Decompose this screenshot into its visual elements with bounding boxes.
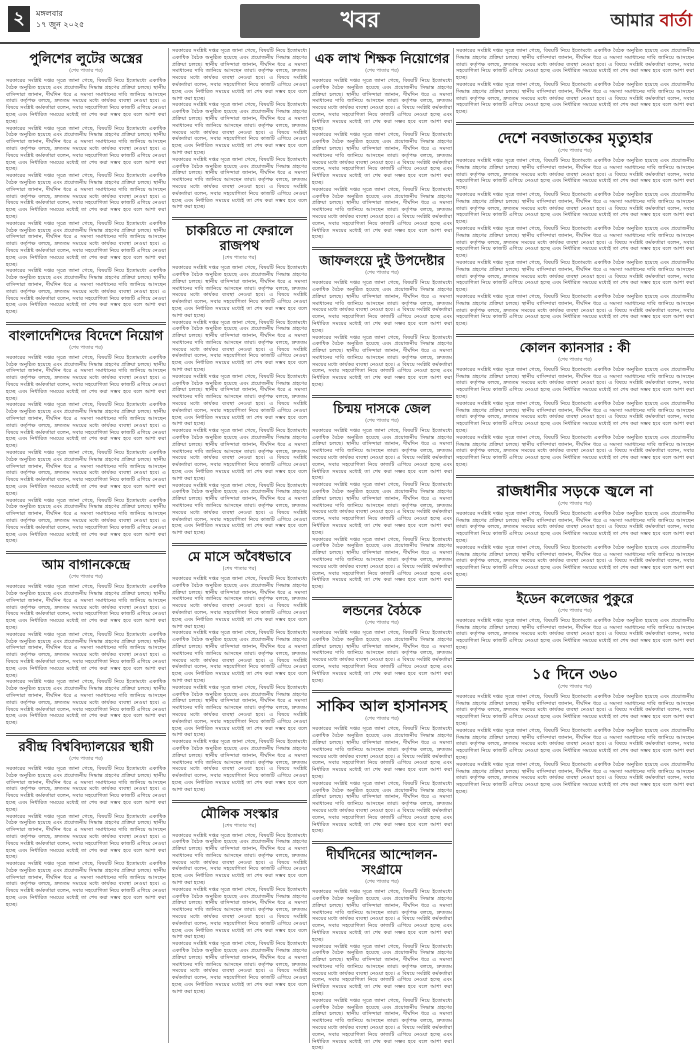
divider: [456, 585, 694, 588]
masthead-text-b: বার্তা: [659, 11, 692, 31]
headline: এক লাখ শিক্ষক নিয়োগের: [314, 52, 450, 67]
article: [172, 807, 307, 996]
headline: দীর্ঘদিনের আন্দোলন-সংগ্রামে: [326, 848, 438, 879]
article-body: সরকারের সংশ্লিষ্ট দপ্তর সূত্রে জানা গেছে, বিষয়টি নিয়ে ইতোমধ্যে একাধিক বৈঠক অনুষ্ঠিত হয়েছে এবং প্রয়োজনীয় সিদ্ধান্ত গ্রহণের প্রক্রিয়া চলছে। স্থানীয় বাসিন্দারা জানান, দীর্ঘদিন ধরে এ সমস্যা সমাধানের দাবি জানিয়ে আসছেন তারা। কর্তৃপক্ষ বলছে, দ্রুততম সময়ের মধ্যে কার্যকর ব্যবস্থা নেওয়া হবে। এ বিষয়ে সংশ্লিষ্ট কর্মকর্তারা বলেন, সবার সহযোগিতা নিয়ে কাজটি এগিয়ে নেওয়া হচ্ছে এবং নির্ধারিত সময়ের মধ্যেই তা শেষ করা সম্ভব হবে বলে আশা করা হচ্ছে।: [6, 450, 166, 497]
article: [312, 848, 452, 1052]
article-body: সরকারের সংশ্লিষ্ট দপ্তর সূত্রে জানা গেছে, বিষয়টি নিয়ে ইতোমধ্যে একাধিক বৈঠক অনুষ্ঠিত হয়েছে এবং প্রয়োজনীয় সিদ্ধান্ত গ্রহণের প্রক্রিয়া চলছে। স্থানীয় বাসিন্দারা জানান, দীর্ঘদিন ধরে এ সমস্যা সমাধানের দাবি জানিয়ে আসছেন তারা। কর্তৃপক্ষ বলছে, দ্রুততম সময়ের মধ্যে কার্যকর ব্যবস্থা নেওয়া হবে। এ বিষয়ে সংশ্লিষ্ট কর্মকর্তারা বলেন, সবার সহযোগিতা নিয়ে কাজটি এগিয়ে নেওয়া হচ্ছে এবং নির্ধারিত সময়ের মধ্যেই তা শেষ করা সম্ভব হবে বলে আশা করা হচ্ছে।: [456, 727, 694, 761]
headline: মৌলিক সংস্কার: [200, 806, 279, 822]
divider: [456, 475, 694, 478]
column-2: [172, 48, 307, 1048]
article-body: সরকারের সংশ্লিষ্ট দপ্তর সূত্রে জানা গেছে, বিষয়টি নিয়ে ইতোমধ্যে একাধিক বৈঠক অনুষ্ঠিত হয়েছে এবং প্রয়োজনীয় সিদ্ধান্ত গ্রহণের প্রক্রিয়া চলছে। স্থানীয় বাসিন্দারা জানান, দীর্ঘদিন ধরে এ সমস্যা সমাধানের দাবি জানিয়ে আসছেন তারা। কর্তৃপক্ষ বলছে, দ্রুততম সময়ের মধ্যে কার্যকর ব্যবস্থা নেওয়া হবে। এ বিষয়ে সংশ্লিষ্ট কর্মকর্তারা বলেন, সবার সহযোগিতা নিয়ে কাজটি এগিয়ে নেওয়া হচ্ছে এবং নির্ধারিত সময়ের মধ্যেই তা শেষ করা সম্ভব হবে বলে আশা করা হচ্ছে।: [456, 400, 694, 435]
divider: [312, 247, 452, 250]
article-body: সরকারের সংশ্লিষ্ট দপ্তর সূত্রে জানা গেছে, বিষয়টি নিয়ে ইতোমধ্যে একাধিক বৈঠক অনুষ্ঠিত হয়েছে এবং প্রয়োজনীয় সিদ্ধান্ত গ্রহণের প্রক্রিয়া চলছে। স্থানীয় বাসিন্দারা জানান, দীর্ঘদিন ধরে এ সমস্যা সমাধানের দাবি জানিয়ে আসছেন তারা। কর্তৃপক্ষ বলছে, দ্রুততম সময়ের মধ্যে কার্যকর ব্যবস্থা নেওয়া হবে। এ বিষয়ে সংশ্লিষ্ট কর্মকর্তারা বলেন, সবার সহযোগিতা নিয়ে কাজটি এগিয়ে নেওয়া হচ্ছে এবং নির্ধারিত সময়ের মধ্যেই তা শেষ করা সম্ভব হবে বলে আশা করা হচ্ছে।: [6, 631, 166, 679]
headline: সাকিব আল হাসানসহ: [317, 697, 447, 716]
article: [456, 129, 694, 328]
divider: [172, 543, 307, 546]
article-body: সরকারের সংশ্লিষ্ট দপ্তর সূত্রে জানা গেছে, বিষয়টি নিয়ে ইতোমধ্যে একাধিক বৈঠক অনুষ্ঠিত হয়েছে এবং প্রয়োজনীয় সিদ্ধান্ত গ্রহণের প্রক্রিয়া চলছে। স্থানীয় বাসিন্দারা জানান, দীর্ঘদিন ধরে এ সমস্যা সমাধানের দাবি জানিয়ে আসছেন তারা। কর্তৃপক্ষ বলছে, দ্রুততম সময়ের মধ্যে কার্যকর ব্যবস্থা নেওয়া হবে। এ বিষয়ে সংশ্লিষ্ট কর্মকর্তারা বলেন, সবার সহযোগিতা নিয়ে কাজটি এগিয়ে নেওয়া হচ্ছে এবং নির্ধারিত সময়ের মধ্যেই তা শেষ করা সম্ভব হবে বলে আশা করা হচ্ছে।: [6, 497, 166, 545]
article: [312, 254, 452, 389]
headline: রাজধানীর সড়কে জ্বলে না: [496, 481, 654, 500]
article: [312, 402, 452, 591]
headline: চিন্ময় দাসকে জেল: [333, 401, 431, 417]
article-body: সরকারের সংশ্লিষ্ট দপ্তর সূত্রে জানা গেছে, বিষয়টি নিয়ে ইতোমধ্যে একাধিক বৈঠক অনুষ্ঠিত হয়েছে এবং প্রয়োজনীয় সিদ্ধান্ত গ্রহণের প্রক্রিয়া চলছে। স্থানীয় বাসিন্দারা জানান, দীর্ঘদিন ধরে এ সমস্যা সমাধানের দাবি জানিয়ে আসছেন তারা। কর্তৃপক্ষ বলছে, দ্রুততম সময়ের মধ্যে কার্যকর ব্যবস্থা নেওয়া হবে। এ বিষয়ে সংশ্লিষ্ট কর্মকর্তারা বলেন, সবার সহযোগিতা নিয়ে কাজটি এগিয়ে নেওয়া হচ্ছে এবং নির্ধারিত সময়ের মধ্যেই তা শেষ করা সম্ভব হবে বলে আশা করা হচ্ছে।: [172, 576, 307, 630]
article: [6, 558, 166, 727]
article-body: সরকারের সংশ্লিষ্ট দপ্তর সূত্রে জানা গেছে, বিষয়টি নিয়ে ইতোমধ্যে একাধিক বৈঠক অনুষ্ঠিত হয়েছে এবং প্রয়োজনীয় সিদ্ধান্ত গ্রহণের প্রক্রিয়া চলছে। স্থানীয় বাসিন্দারা জানান, দীর্ঘদিন ধরে এ সমস্যা সমাধানের দাবি জানিয়ে আসছেন তারা। কর্তৃপক্ষ বলছে, দ্রুততম সময়ের মধ্যে কার্যকর ব্যবস্থা নেওয়া হবে। এ বিষয়ে সংশ্লিষ্ট কর্মকর্তারা বলেন, সবার সহযোগিতা নিয়ে কাজটি এগিয়ে নেওয়া হচ্ছে এবং নির্ধারিত সময়ের মধ্যেই তা শেষ করা সম্ভব হবে বলে আশা করা হচ্ছে।: [172, 941, 307, 995]
headline: ইডেন কলেজের পুকুরে: [516, 591, 634, 607]
article-body: সরকারের সংশ্লিষ্ট দপ্তর সূত্রে জানা গেছে, বিষয়টি নিয়ে ইতোমধ্যে একাধিক বৈঠক অনুষ্ঠিত হয়েছে এবং প্রয়োজনীয় সিদ্ধান্ত গ্রহণের প্রক্রিয়া চলছে। স্থানীয় বাসিন্দারা জানান, দীর্ঘদিন ধরে এ সমস্যা সমাধানের দাবি জানিয়ে আসছেন তারা। কর্তৃপক্ষ বলছে, দ্রুততম সময়ের মধ্যে কার্যকর ব্যবস্থা নেওয়া হবে। এ বিষয়ে সংশ্লিষ্ট কর্মকর্তারা বলেন, সবার সহযোগিতা নিয়ে কাজটি এগিয়ে নেওয়া হচ্ছে এবং নির্ধারিত সময়ের মধ্যেই তা শেষ করা সম্ভব হবে বলে আশা করা হচ্ছে।: [312, 186, 452, 241]
article: [456, 482, 694, 579]
headline: কোলন ক্যানসার : কী: [519, 340, 631, 356]
article-body: সরকারের সংশ্লিষ্ট দপ্তর সূত্রে জানা গেছে, বিষয়টি নিয়ে ইতোমধ্যে একাধিক বৈঠক অনুষ্ঠিত হয়েছে এবং প্রয়োজনীয় সিদ্ধান্ত গ্রহণের প্রক্রিয়া চলছে। স্থানীয় বাসিন্দারা জানান, দীর্ঘদিন ধরে এ সমস্যা সমাধানের দাবি জানিয়ে আসছেন তারা। কর্তৃপক্ষ বলছে, দ্রুততম সময়ের মধ্যে কার্যকর ব্যবস্থা নেওয়া হবে। এ বিষয়ে সংশ্লিষ্ট কর্মকর্তারা বলেন, সবার সহযোগিতা নিয়ে কাজটি এগিয়ে নেওয়া হচ্ছে এবং নির্ধারিত সময়ের মধ্যেই তা শেষ করা সম্ভব হবে বলে আশা করা হচ্ছে।: [172, 373, 307, 428]
masthead-logo: [610, 8, 692, 36]
headline: মে মাসে অবৈধভাবে: [187, 550, 292, 565]
article-body: সরকারের সংশ্লিষ্ট দপ্তর সূত্রে জানা গেছে, বিষয়টি নিয়ে ইতোমধ্যে একাধিক বৈঠক অনুষ্ঠিত হয়েছে এবং প্রয়োজনীয় সিদ্ধান্ত গ্রহণের প্রক্রিয়া চলছে। স্থানীয় বাসিন্দারা জানান, দীর্ঘদিন ধরে এ সমস্যা সমাধানের দাবি জানিয়ে আসছেন তারা। কর্তৃপক্ষ বলছে, দ্রুততম সময়ের মধ্যে কার্যকর ব্যবস্থা নেওয়া হবে। এ বিষয়ে সংশ্লিষ্ট কর্মকর্তারা বলেন, সবার সহযোগিতা নিয়ে কাজটি এগিয়ে নেওয়া হচ্ছে এবং নির্ধারিত সময়ের মধ্যেই তা শেষ করা সম্ভব হবে বলে আশা করা হচ্ছে।: [172, 428, 307, 482]
article: [172, 224, 307, 537]
article-body: সরকারের সংশ্লিষ্ট দপ্তর সূত্রে জানা গেছে, বিষয়টি নিয়ে ইতোমধ্যে একাধিক বৈঠক অনুষ্ঠিত হয়েছে এবং প্রয়োজনীয় সিদ্ধান্ত গ্রহণের প্রক্রিয়া চলছে। স্থানীয় বাসিন্দারা জানান, দীর্ঘদিন ধরে এ সমস্যা সমাধানের দাবি জানিয়ে আসছেন তারা। কর্তৃপক্ষ বলছে, দ্রুততম সময়ের মধ্যে কার্যকর ব্যবস্থা নেওয়া হবে। এ বিষয়ে সংশ্লিষ্ট কর্মকর্তারা বলেন, সবার সহযোগিতা নিয়ে কাজটি এগিয়ে নেওয়া হচ্ছে এবং নির্ধারিত সময়ের মধ্যেই তা শেষ করা সম্ভব হবে বলে আশা করা হচ্ছে।: [6, 584, 166, 631]
continued-label: (শেষ পাতার পর): [69, 574, 103, 581]
continued-label: (শেষ পাতার পর): [365, 716, 399, 723]
continued-label: (শেষ পাতার পর): [365, 620, 399, 626]
divider: [172, 217, 307, 220]
article-body: সরকারের সংশ্লিষ্ট দপ্তর সূত্রে জানা গেছে, বিষয়টি নিয়ে ইতোমধ্যে একাধিক বৈঠক অনুষ্ঠিত হয়েছে এবং প্রয়োজনীয় সিদ্ধান্ত গ্রহণের প্রক্রিয়া চলছে। স্থানীয় বাসিন্দারা জানান, দীর্ঘদিন ধরে এ সমস্যা সমাধানের দাবি জানিয়ে আসছেন তারা। কর্তৃপক্ষ বলছে, দ্রুততম সময়ের মধ্যে কার্যকর ব্যবস্থা নেওয়া হবে। এ বিষয়ে সংশ্লিষ্ট কর্মকর্তারা বলেন, সবার সহযোগিতা নিয়ে কাজটি এগিয়ে নেওয়া হচ্ছে এবং নির্ধারিত সময়ের মধ্যেই তা শেষ করা সম্ভব হবে বলে আশা করা হচ্ছে।: [456, 693, 694, 727]
article-body: সরকারের সংশ্লিষ্ট দপ্তর সূত্রে জানা গেছে, বিষয়টি নিয়ে ইতোমধ্যে একাধিক বৈঠক অনুষ্ঠিত হয়েছে এবং প্রয়োজনীয় সিদ্ধান্ত গ্রহণের প্রক্রিয়া চলছে। স্থানীয় বাসিন্দারা জানান, দীর্ঘদিন ধরে এ সমস্যা সমাধানের দাবি জানিয়ে আসছেন তারা। কর্তৃপক্ষ বলছে, দ্রুততম সময়ের মধ্যে কার্যকর ব্যবস্থা নেওয়া হবে। এ বিষয়ে সংশ্লিষ্ট কর্মকর্তারা বলেন, সবার সহযোগিতা নিয়ে কাজটি এগিয়ে নেওয়া হচ্ছে এবং নির্ধারিত সময়ের মধ্যেই তা শেষ করা সম্ভব হবে বলে আশা করা হচ্ছে।: [6, 679, 166, 727]
column-divider: [309, 48, 310, 1043]
article: [172, 48, 307, 211]
divider: [312, 841, 452, 844]
continued-label: (শেষ পাতার পর): [365, 879, 399, 886]
article-body: সরকারের সংশ্লিষ্ট দপ্তর সূত্রে জানা গেছে, বিষয়টি নিয়ে ইতোমধ্যে একাধিক বৈঠক অনুষ্ঠিত হয়েছে এবং প্রয়োজনীয় সিদ্ধান্ত গ্রহণের প্রক্রিয়া চলছে। স্থানীয় বাসিন্দারা জানান, দীর্ঘদিন ধরে এ সমস্যা সমাধানের দাবি জানিয়ে আসছেন তারা। কর্তৃপক্ষ বলছে, দ্রুততম সময়ের মধ্যে কার্যকর ব্যবস্থা নেওয়া হবে। এ বিষয়ে সংশ্লিষ্ট কর্মকর্তারা বলেন, সবার সহযোগিতা নিয়ে কাজটি এগিয়ে নেওয়া হচ্ছে এবং নির্ধারিত সময়ের মধ্যেই তা শেষ করা সম্ভব হবে বলে আশা করা হচ্ছে।: [172, 739, 307, 793]
article-body: সরকারের সংশ্লিষ্ট দপ্তর সূত্রে জানা গেছে, বিষয়টি নিয়ে ইতোমধ্যে একাধিক বৈঠক অনুষ্ঠিত হয়েছে এবং প্রয়োজনীয় সিদ্ধান্ত গ্রহণের প্রক্রিয়া চলছে। স্থানীয় বাসিন্দারা জানান, দীর্ঘদিন ধরে এ সমস্যা সমাধানের দাবি জানিয়ে আসছেন তারা। কর্তৃপক্ষ বলছে, দ্রুততম সময়ের মধ্যে কার্যকর ব্যবস্থা নেওয়া হবে। এ বিষয়ে সংশ্লিষ্ট কর্মকর্তারা বলেন, সবার সহযোগিতা নিয়ে কাজটি এগিয়ে নেওয়া হচ্ছে এবং নির্ধারিত সময়ের মধ্যেই তা শেষ করা সম্ভব হবে বলে আশা করা হচ্ছে।: [312, 334, 452, 389]
article: [456, 592, 694, 652]
article: [456, 341, 694, 469]
article-body: সরকারের সংশ্লিষ্ট দপ্তর সূত্রে জানা গেছে, বিষয়টি নিয়ে ইতোমধ্যে একাধিক বৈঠক অনুষ্ঠিত হয়েছে এবং প্রয়োজনীয় সিদ্ধান্ত গ্রহণের প্রক্রিয়া চলছে। স্থানীয় বাসিন্দারা জানান, দীর্ঘদিন ধরে এ সমস্যা সমাধানের দাবি জানিয়ে আসছেন তারা। কর্তৃপক্ষ বলছে, দ্রুততম সময়ের মধ্যে কার্যকর ব্যবস্থা নেওয়া হবে। এ বিষয়ে সংশ্লিষ্ট কর্মকর্তারা বলেন, সবার সহযোগিতা নিয়ে কাজটি এগিয়ে নেওয়া হচ্ছে এবং নির্ধারিত সময়ের মধ্যেই তা শেষ করা সম্ভব হবে বলে আশা করা হচ্ছে।: [456, 293, 694, 328]
article-body: সরকারের সংশ্লিষ্ট দপ্তর সূত্রে জানা গেছে, বিষয়টি নিয়ে ইতোমধ্যে একাধিক বৈঠক অনুষ্ঠিত হয়েছে এবং প্রয়োজনীয় সিদ্ধান্ত গ্রহণের প্রক্রিয়া চলছে। স্থানীয় বাসিন্দারা জানান, দীর্ঘদিন ধরে এ সমস্যা সমাধানের দাবি জানিয়ে আসছেন তারা। কর্তৃপক্ষ বলছে, দ্রুততম সময়ের মধ্যে কার্যকর ব্যবস্থা নেওয়া হবে। এ বিষয়ে সংশ্লিষ্ট কর্মকর্তারা বলেন, সবার সহযোগিতা নিয়ে কাজটি এগিয়ে নেওয়া হচ্ছে এবং নির্ধারিত সময়ের মধ্যেই তা শেষ করা সম্ভব হবে বলে আশা করা হচ্ছে।: [6, 354, 166, 402]
continued-label: (শেষ পাতার পর): [69, 755, 103, 762]
column-divider: [453, 48, 454, 1043]
article: [312, 604, 452, 684]
article-body: সরকারের সংশ্লিষ্ট দপ্তর সূত্রে জানা গেছে, বিষয়টি নিয়ে ইতোমধ্যে একাধিক বৈঠক অনুষ্ঠিত হয়েছে এবং প্রয়োজনীয় সিদ্ধান্ত গ্রহণের প্রক্রিয়া চলছে। স্থানীয় বাসিন্দারা জানান, দীর্ঘদিন ধরে এ সমস্যা সমাধানের দাবি জানিয়ে আসছেন তারা। কর্তৃপক্ষ বলছে, দ্রুততম সময়ের মধ্যে কার্যকর ব্যবস্থা নেওয়া হবে। এ বিষয়ে সংশ্লিষ্ট কর্মকর্তারা বলেন, সবার সহযোগিতা নিয়ে কাজটি এগিয়ে নেওয়া হচ্ছে এবং নির্ধারিত সময়ের মধ্যেই তা শেষ করা সম্ভব হবে বলে আশা করা হচ্ছে।: [456, 510, 694, 545]
article-body: সরকারের সংশ্লিষ্ট দপ্তর সূত্রে জানা গেছে, বিষয়টি নিয়ে ইতোমধ্যে একাধিক বৈঠক অনুষ্ঠিত হয়েছে এবং প্রয়োজনীয় সিদ্ধান্ত গ্রহণের প্রক্রিয়া চলছে। স্থানীয় বাসিন্দারা জানান, দীর্ঘদিন ধরে এ সমস্যা সমাধানের দাবি জানিয়ে আসছেন তারা। কর্তৃপক্ষ বলছে, দ্রুততম সময়ের মধ্যে কার্যকর ব্যবস্থা নেওয়া হবে। এ বিষয়ে সংশ্লিষ্ট কর্মকর্তারা বলেন, সবার সহযোগিতা নিয়ে কাজটি এগিয়ে নেওয়া হচ্ছে এবং নির্ধারিত সময়ের মধ্যেই তা শেষ করা সম্ভব হবে বলে আশা করা হচ্ছে।: [312, 536, 452, 591]
article-body: সরকারের সংশ্লিষ্ট দপ্তর সূত্রে জানা গেছে, বিষয়টি নিয়ে ইতোমধ্যে একাধিক বৈঠক অনুষ্ঠিত হয়েছে এবং প্রয়োজনীয় সিদ্ধান্ত গ্রহণের প্রক্রিয়া চলছে। স্থানীয় বাসিন্দারা জানান, দীর্ঘদিন ধরে এ সমস্যা সমাধানের দাবি জানিয়ে আসছেন তারা। কর্তৃপক্ষ বলছে, দ্রুততম সময়ের মধ্যে কার্যকর ব্যবস্থা নেওয়া হবে। এ বিষয়ে সংশ্লিষ্ট কর্মকর্তারা বলেন, সবার সহযোগিতা নিয়ে কাজটি এগিয়ে নেওয়া হচ্ছে এবং নির্ধারিত সময়ের মধ্যেই তা শেষ করা সম্ভব হবে বলে আশা করা হচ্ছে।: [6, 78, 166, 125]
article: [456, 665, 694, 796]
column-1: [6, 48, 166, 1048]
divider: [312, 597, 452, 600]
headline: বাংলাদেশিদের বিদেশে নিয়োগ: [8, 328, 164, 344]
continued-label: (শেষ পাতার পর): [365, 270, 399, 277]
divider: [312, 690, 452, 693]
continued-label: (শেষ পাতার পর): [69, 344, 103, 351]
article-body: সরকারের সংশ্লিষ্ট দপ্তর সূত্রে জানা গেছে, বিষয়টি নিয়ে ইতোমধ্যে একাধিক বৈঠক অনুষ্ঠিত হয়েছে এবং প্রয়োজনীয় সিদ্ধান্ত গ্রহণের প্রক্রিয়া চলছে। স্থানীয় বাসিন্দারা জানান, দীর্ঘদিন ধরে এ সমস্যা সমাধানের দাবি জানিয়ে আসছেন তারা। কর্তৃপক্ষ বলছে, দ্রুততম সময়ের মধ্যে কার্যকর ব্যবস্থা নেওয়া হবে। এ বিষয়ে সংশ্লিষ্ট কর্মকর্তারা বলেন, সবার সহযোগিতা নিয়ে কাজটি এগিয়ে নেওয়া হচ্ছে এবং নির্ধারিত সময়ের মধ্যেই তা শেষ করা সম্ভব হবে বলে আশা করা হচ্ছে।: [172, 684, 307, 739]
headline: ১৫ দিনে ৩৬০: [531, 664, 619, 683]
date-label: ১৭ জুন ২০২৫: [36, 20, 85, 29]
headline: লন্ডনের বৈঠকে: [342, 604, 422, 619]
article: [6, 52, 166, 316]
masthead-text-a: আমার: [610, 11, 654, 31]
article-body: সরকারের সংশ্লিষ্ট দপ্তর সূত্রে জানা গেছে, বিষয়টি নিয়ে ইতোমধ্যে একাধিক বৈঠক অনুষ্ঠিত হয়েছে এবং প্রয়োজনীয় সিদ্ধান্ত গ্রহণের প্রক্রিয়া চলছে। স্থানীয় বাসিন্দারা জানান, দীর্ঘদিন ধরে এ সমস্যা সমাধানের দাবি জানিয়ে আসছেন তারা। কর্তৃপক্ষ বলছে, দ্রুততম সময়ের মধ্যে কার্যকর ব্যবস্থা নেওয়া হবে। এ বিষয়ে সংশ্লিষ্ট কর্মকর্তারা বলেন, সবার সহযোগিতা নিয়ে কাজটি এগিয়ে নেওয়া হচ্ছে এবং নির্ধারিত সময়ের মধ্যেই তা শেষ করা সম্ভব হবে বলে আশা করা হচ্ছে।: [312, 889, 452, 943]
continued-label: (শেষ পাতার পর): [222, 255, 257, 262]
article-body: সরকারের সংশ্লিষ্ট দপ্তর সূত্রে জানা গেছে, বিষয়টি নিয়ে ইতোমধ্যে একাধিক বৈঠক অনুষ্ঠিত হয়েছে এবং প্রয়োজনীয় সিদ্ধান্ত গ্রহণের প্রক্রিয়া চলছে। স্থানীয় বাসিন্দারা জানান, দীর্ঘদিন ধরে এ সমস্যা সমাধানের দাবি জানিয়ে আসছেন তারা। কর্তৃপক্ষ বলছে, দ্রুততম সময়ের মধ্যে কার্যকর ব্যবস্থা নেওয়া হবে। এ বিষয়ে সংশ্লিষ্ট কর্মকর্তারা বলেন, সবার সহযোগিতা নিয়ে কাজটি এগিয়ে নেওয়া হচ্ছে এবং নির্ধারিত সময়ের মধ্যেই তা শেষ করা সম্ভব হবে বলে আশা করা হচ্ছে।: [312, 427, 452, 482]
continued-label: (শেষ পাতার পর): [558, 500, 592, 507]
article-body: সরকারের সংশ্লিষ্ট দপ্তর সূত্রে জানা গেছে, বিষয়টি নিয়ে ইতোমধ্যে একাধিক বৈঠক অনুষ্ঠিত হয়েছে এবং প্রয়োজনীয় সিদ্ধান্ত গ্রহণের প্রক্রিয়া চলছে। স্থানীয় বাসিন্দারা জানান, দীর্ঘদিন ধরে এ সমস্যা সমাধানের দাবি জানিয়ে আসছেন তারা। কর্তৃপক্ষ বলছে, দ্রুততম সময়ের মধ্যে কার্যকর ব্যবস্থা নেওয়া হবে। এ বিষয়ে সংশ্লিষ্ট কর্মকর্তারা বলেন, সবার সহযোগিতা নিয়ে কাজটি এগিয়ে নেওয়া হচ্ছে এবং নির্ধারিত সময়ের মধ্যেই তা শেষ করা সম্ভব হবে বলে আশা করা হচ্ছে।: [456, 191, 694, 226]
divider: [456, 658, 694, 661]
article-body: সরকারের সংশ্লিষ্ট দপ্তর সূত্রে জানা গেছে, বিষয়টি নিয়ে ইতোমধ্যে একাধিক বৈঠক অনুষ্ঠিত হয়েছে এবং প্রয়োজনীয় সিদ্ধান্ত গ্রহণের প্রক্রিয়া চলছে। স্থানীয় বাসিন্দারা জানান, দীর্ঘদিন ধরে এ সমস্যা সমাধানের দাবি জানিয়ে আসছেন তারা। কর্তৃপক্ষ বলছে, দ্রুততম সময়ের মধ্যে কার্যকর ব্যবস্থা নেওয়া হবে। এ বিষয়ে সংশ্লিষ্ট কর্মকর্তারা বলেন, সবার সহযোগিতা নিয়ে কাজটি এগিয়ে নেওয়া হচ্ছে এবং নির্ধারিত সময়ের মধ্যেই তা শেষ করা সম্ভব হবে বলে আশা করা হচ্ছে।: [6, 268, 166, 316]
divider: [456, 334, 694, 337]
article-body: সরকারের সংশ্লিষ্ট দপ্তর সূত্রে জানা গেছে, বিষয়টি নিয়ে ইতোমধ্যে একাধিক বৈঠক অনুষ্ঠিত হয়েছে এবং প্রয়োজনীয় সিদ্ধান্ত গ্রহণের প্রক্রিয়া চলছে। স্থানীয় বাসিন্দারা জানান, দীর্ঘদিন ধরে এ সমস্যা সমাধানের দাবি জানিয়ে আসছেন তারা। কর্তৃপক্ষ বলছে, দ্রুততম সময়ের মধ্যে কার্যকর ব্যবস্থা নেওয়া হবে। এ বিষয়ে সংশ্লিষ্ট কর্মকর্তারা বলেন, সবার সহযোগিতা নিয়ে কাজটি এগিয়ে নেওয়া হচ্ছে এবং নির্ধারিত সময়ের মধ্যেই তা শেষ করা সম্ভব হবে বলে আশা করা হচ্ছে।: [172, 265, 307, 319]
divider: [456, 122, 694, 125]
page-header: [0, 0, 700, 44]
continued-label: (শেষ পাতার পর): [222, 566, 257, 572]
article-body: সরকারের সংশ্লিষ্ট দপ্তর সূত্রে জানা গেছে, বিষয়টি নিয়ে ইতোমধ্যে একাধিক বৈঠক অনুষ্ঠিত হয়েছে এবং প্রয়োজনীয় সিদ্ধান্ত গ্রহণের প্রক্রিয়া চলছে। স্থানীয় বাসিন্দারা জানান, দীর্ঘদিন ধরে এ সমস্যা সমাধানের দাবি জানিয়ে আসছেন তারা। কর্তৃপক্ষ বলছে, দ্রুততম সময়ের মধ্যে কার্যকর ব্যবস্থা নেওয়া হবে। এ বিষয়ে সংশ্লিষ্ট কর্মকর্তারা বলেন, সবার সহযোগিতা নিয়ে কাজটি এগিয়ে নেওয়া হচ্ছে এবং নির্ধারিত সময়ের মধ্যেই তা শেষ করা সম্ভব হবে বলে আশা করা হচ্ছে।: [6, 765, 166, 813]
article-body: সরকারের সংশ্লিষ্ট দপ্তর সূত্রে জানা গেছে, বিষয়টি নিয়ে ইতোমধ্যে একাধিক বৈঠক অনুষ্ঠিত হয়েছে এবং প্রয়োজনীয় সিদ্ধান্ত গ্রহণের প্রক্রিয়া চলছে। স্থানীয় বাসিন্দারা জানান, দীর্ঘদিন ধরে এ সমস্যা সমাধানের দাবি জানিয়ে আসছেন তারা। কর্তৃপক্ষ বলছে, দ্রুততম সময়ের মধ্যে কার্যকর ব্যবস্থা নেওয়া হবে। এ বিষয়ে সংশ্লিষ্ট কর্মকর্তারা বলেন, সবার সহযোগিতা নিয়ে কাজটি এগিয়ে নেওয়া হচ্ছে এবং নির্ধারিত সময়ের মধ্যেই তা শেষ করা সম্ভব হবে বলে আশা করা হচ্ছে।: [172, 102, 307, 156]
divider: [172, 800, 307, 803]
article-body: সরকারের সংশ্লিষ্ট দপ্তর সূত্রে জানা গেছে, বিষয়টি নিয়ে ইতোমধ্যে একাধিক বৈঠক অনুষ্ঠিত হয়েছে এবং প্রয়োজনীয় সিদ্ধান্ত গ্রহণের প্রক্রিয়া চলছে। স্থানীয় বাসিন্দারা জানান, দীর্ঘদিন ধরে এ সমস্যা সমাধানের দাবি জানিয়ে আসছেন তারা। কর্তৃপক্ষ বলছে, দ্রুততম সময়ের মধ্যে কার্যকর ব্যবস্থা নেওয়া হবে। এ বিষয়ে সংশ্লিষ্ট কর্মকর্তারা বলেন, সবার সহযোগিতা নিয়ে কাজটি এগিয়ে নেওয়া হচ্ছে এবং নির্ধারিত সময়ের মধ্যেই তা শেষ করা সম্ভব হবে বলে আশা করা হচ্ছে।: [456, 617, 694, 651]
article: [312, 697, 452, 835]
page-number: ২: [8, 6, 30, 32]
article-body: সরকারের সংশ্লিষ্ট দপ্তর সূত্রে জানা গেছে, বিষয়টি নিয়ে ইতোমধ্যে একাধিক বৈঠক অনুষ্ঠিত হয়েছে এবং প্রয়োজনীয় সিদ্ধান্ত গ্রহণের প্রক্রিয়া চলছে। স্থানীয় বাসিন্দারা জানান, দীর্ঘদিন ধরে এ সমস্যা সমাধানের দাবি জানিয়ে আসছেন তারা। কর্তৃপক্ষ বলছে, দ্রুততম সময়ের মধ্যে কার্যকর ব্যবস্থা নেওয়া হবে। এ বিষয়ে সংশ্লিষ্ট কর্মকর্তারা বলেন, সবার সহযোগিতা নিয়ে কাজটি এগিয়ে নেওয়া হচ্ছে এবং নির্ধারিত সময়ের মধ্যেই তা শেষ করা সম্ভব হবে বলে আশা করা হচ্ছে।: [312, 630, 452, 684]
continued-label: (শেষ পাতার পর): [222, 822, 257, 829]
section-title: খবর: [240, 4, 480, 38]
article-body: সরকারের সংশ্লিষ্ট দপ্তর সূত্রে জানা গেছে, বিষয়টি নিয়ে ইতোমধ্যে একাধিক বৈঠক অনুষ্ঠিত হয়েছে এবং প্রয়োজনীয় সিদ্ধান্ত গ্রহণের প্রক্রিয়া চলছে। স্থানীয় বাসিন্দারা জানান, দীর্ঘদিন ধরে এ সমস্যা সমাধানের দাবি জানিয়ে আসছেন তারা। কর্তৃপক্ষ বলছে, দ্রুততম সময়ের মধ্যে কার্যকর ব্যবস্থা নেওয়া হবে। এ বিষয়ে সংশ্লিষ্ট কর্মকর্তারা বলেন, সবার সহযোগিতা নিয়ে কাজটি এগিয়ে নেওয়া হচ্ছে এবং নির্ধারিত সময়ের মধ্যেই তা শেষ করা সম্ভব হবে বলে আশা করা হচ্ছে।: [456, 761, 694, 795]
headline: আম বাগানকেন্দ্রে: [41, 558, 131, 574]
article-body: সরকারের সংশ্লিষ্ট দপ্তর সূত্রে জানা গেছে, বিষয়টি নিয়ে ইতোমধ্যে একাধিক বৈঠক অনুষ্ঠিত হয়েছে এবং প্রয়োজনীয় সিদ্ধান্ত গ্রহণের প্রক্রিয়া চলছে। স্থানীয় বাসিন্দারা জানান, দীর্ঘদিন ধরে এ সমস্যা সমাধানের দাবি জানিয়ে আসছেন তারা। কর্তৃপক্ষ বলছে, দ্রুততম সময়ের মধ্যে কার্যকর ব্যবস্থা নেওয়া হবে। এ বিষয়ে সংশ্লিষ্ট কর্মকর্তারা বলেন, সবার সহযোগিতা নিয়ে কাজটি এগিয়ে নেওয়া হচ্ছে এবং নির্ধারিত সময়ের মধ্যেই তা শেষ করা সম্ভব হবে বলে আশা করা হচ্ছে।: [312, 132, 452, 186]
article-body: সরকারের সংশ্লিষ্ট দপ্তর সূত্রে জানা গেছে, বিষয়টি নিয়ে ইতোমধ্যে একাধিক বৈঠক অনুষ্ঠিত হয়েছে এবং প্রয়োজনীয় সিদ্ধান্ত গ্রহণের প্রক্রিয়া চলছে। স্থানীয় বাসিন্দারা জানান, দীর্ঘদিন ধরে এ সমস্যা সমাধানের দাবি জানিয়ে আসছেন তারা। কর্তৃপক্ষ বলছে, দ্রুততম সময়ের মধ্যে কার্যকর ব্যবস্থা নেওয়া হবে। এ বিষয়ে সংশ্লিষ্ট কর্মকর্তারা বলেন, সবার সহযোগিতা নিয়ে কাজটি এগিয়ে নেওয়া হচ্ছে এবং নির্ধারিত সময়ের মধ্যেই তা শেষ করা সম্ভব হবে বলে আশা করা হচ্ছে।: [456, 48, 694, 82]
article: [6, 329, 166, 545]
article-body: সরকারের সংশ্লিষ্ট দপ্তর সূত্রে জানা গেছে, বিষয়টি নিয়ে ইতোমধ্যে একাধিক বৈঠক অনুষ্ঠিত হয়েছে এবং প্রয়োজনীয় সিদ্ধান্ত গ্রহণের প্রক্রিয়া চলছে। স্থানীয় বাসিন্দারা জানান, দীর্ঘদিন ধরে এ সমস্যা সমাধানের দাবি জানিয়ে আসছেন তারা। কর্তৃপক্ষ বলছে, দ্রুততম সময়ের মধ্যে কার্যকর ব্যবস্থা নেওয়া হবে। এ বিষয়ে সংশ্লিষ্ট কর্মকর্তারা বলেন, সবার সহযোগিতা নিয়ে কাজটি এগিয়ে নেওয়া হচ্ছে এবং নির্ধারিত সময়ের মধ্যেই তা শেষ করা সম্ভব হবে বলে আশা করা হচ্ছে।: [456, 366, 694, 401]
article: [6, 740, 166, 909]
article-body: সরকারের সংশ্লিষ্ট দপ্তর সূত্রে জানা গেছে, বিষয়টি নিয়ে ইতোমধ্যে একাধিক বৈঠক অনুষ্ঠিত হয়েছে এবং প্রয়োজনীয় সিদ্ধান্ত গ্রহণের প্রক্রিয়া চলছে। স্থানীয় বাসিন্দারা জানান, দীর্ঘদিন ধরে এ সমস্যা সমাধানের দাবি জানিয়ে আসছেন তারা। কর্তৃপক্ষ বলছে, দ্রুততম সময়ের মধ্যে কার্যকর ব্যবস্থা নেওয়া হবে। এ বিষয়ে সংশ্লিষ্ট কর্মকর্তারা বলেন, সবার সহযোগিতা নিয়ে কাজটি এগিয়ে নেওয়া হচ্ছে এবং নির্ধারিত সময়ের মধ্যেই তা শেষ করা সম্ভব হবে বলে আশা করা হচ্ছে।: [172, 319, 307, 374]
divider: [312, 395, 452, 398]
article-body: সরকারের সংশ্লিষ্ট দপ্তর সূত্রে জানা গেছে, বিষয়টি নিয়ে ইতোমধ্যে একাধিক বৈঠক অনুষ্ঠিত হয়েছে এবং প্রয়োজনীয় সিদ্ধান্ত গ্রহণের প্রক্রিয়া চলছে। স্থানীয় বাসিন্দারা জানান, দীর্ঘদিন ধরে এ সমস্যা সমাধানের দাবি জানিয়ে আসছেন তারা। কর্তৃপক্ষ বলছে, দ্রুততম সময়ের মধ্যে কার্যকর ব্যবস্থা নেওয়া হবে। এ বিষয়ে সংশ্লিষ্ট কর্মকর্তারা বলেন, সবার সহযোগিতা নিয়ে কাজটি এগিয়ে নেওয়া হচ্ছে এবং নির্ধারিত সময়ের মধ্যেই তা শেষ করা সম্ভব হবে বলে আশা করা হচ্ছে।: [172, 886, 307, 941]
article-body: সরকারের সংশ্লিষ্ট দপ্তর সূত্রে জানা গেছে, বিষয়টি নিয়ে ইতোমধ্যে একাধিক বৈঠক অনুষ্ঠিত হয়েছে এবং প্রয়োজনীয় সিদ্ধান্ত গ্রহণের প্রক্রিয়া চলছে। স্থানীয় বাসিন্দারা জানান, দীর্ঘদিন ধরে এ সমস্যা সমাধানের দাবি জানিয়ে আসছেন তারা। কর্তৃপক্ষ বলছে, দ্রুততম সময়ের মধ্যে কার্যকর ব্যবস্থা নেওয়া হবে। এ বিষয়ে সংশ্লিষ্ট কর্মকর্তারা বলেন, সবার সহযোগিতা নিয়ে কাজটি এগিয়ে নেওয়া হচ্ছে এবং নির্ধারিত সময়ের মধ্যেই তা শেষ করা সম্ভব হবে বলে আশা করা হচ্ছে।: [6, 220, 166, 268]
article-body: সরকারের সংশ্লিষ্ট দপ্তর সূত্রে জানা গেছে, বিষয়টি নিয়ে ইতোমধ্যে একাধিক বৈঠক অনুষ্ঠিত হয়েছে এবং প্রয়োজনীয় সিদ্ধান্ত গ্রহণের প্রক্রিয়া চলছে। স্থানীয় বাসিন্দারা জানান, দীর্ঘদিন ধরে এ সমস্যা সমাধানের দাবি জানিয়ে আসছেন তারা। কর্তৃপক্ষ বলছে, দ্রুততম সময়ের মধ্যে কার্যকর ব্যবস্থা নেওয়া হবে। এ বিষয়ে সংশ্লিষ্ট কর্মকর্তারা বলেন, সবার সহযোগিতা নিয়ে কাজটি এগিয়ে নেওয়া হচ্ছে এবং নির্ধারিত সময়ের মধ্যেই তা শেষ করা সম্ভব হবে বলে আশা করা হচ্ছে।: [456, 157, 694, 192]
continued-label: (শেষ পাতার পর): [558, 147, 592, 154]
headline: পুলিশের লুটের অস্ত্রের: [29, 52, 143, 67]
continued-label: (শেষ পাতার পর): [558, 607, 592, 614]
article-body: সরকারের সংশ্লিষ্ট দপ্তর সূত্রে জানা গেছে, বিষয়টি নিয়ে ইতোমধ্যে একাধিক বৈঠক অনুষ্ঠিত হয়েছে এবং প্রয়োজনীয় সিদ্ধান্ত গ্রহণের প্রক্রিয়া চলছে। স্থানীয় বাসিন্দারা জানান, দীর্ঘদিন ধরে এ সমস্যা সমাধানের দাবি জানিয়ে আসছেন তারা। কর্তৃপক্ষ বলছে, দ্রুততম সময়ের মধ্যে কার্যকর ব্যবস্থা নেওয়া হবে। এ বিষয়ে সংশ্লিষ্ট কর্মকর্তারা বলেন, সবার সহযোগিতা নিয়ে কাজটি এগিয়ে নেওয়া হচ্ছে এবং নির্ধারিত সময়ের মধ্যেই তা শেষ করা সম্ভব হবে বলে আশা করা হচ্ছে।: [172, 630, 307, 684]
article-body: সরকারের সংশ্লিষ্ট দপ্তর সূত্রে জানা গেছে, বিষয়টি নিয়ে ইতোমধ্যে একাধিক বৈঠক অনুষ্ঠিত হয়েছে এবং প্রয়োজনীয় সিদ্ধান্ত গ্রহণের প্রক্রিয়া চলছে। স্থানীয় বাসিন্দারা জানান, দীর্ঘদিন ধরে এ সমস্যা সমাধানের দাবি জানিয়ে আসছেন তারা। কর্তৃপক্ষ বলছে, দ্রুততম সময়ের মধ্যে কার্যকর ব্যবস্থা নেওয়া হবে। এ বিষয়ে সংশ্লিষ্ট কর্মকর্তারা বলেন, সবার সহযোগিতা নিয়ে কাজটি এগিয়ে নেওয়া হচ্ছে এবং নির্ধারিত সময়ের মধ্যেই তা শেষ করা সম্ভব হবে বলে আশা করা হচ্ছে।: [456, 544, 694, 579]
article-body: সরকারের সংশ্লিষ্ট দপ্তর সূত্রে জানা গেছে, বিষয়টি নিয়ে ইতোমধ্যে একাধিক বৈঠক অনুষ্ঠিত হয়েছে এবং প্রয়োজনীয় সিদ্ধান্ত গ্রহণের প্রক্রিয়া চলছে। স্থানীয় বাসিন্দারা জানান, দীর্ঘদিন ধরে এ সমস্যা সমাধানের দাবি জানিয়ে আসছেন তারা। কর্তৃপক্ষ বলছে, দ্রুততম সময়ের মধ্যে কার্যকর ব্যবস্থা নেওয়া হবে। এ বিষয়ে সংশ্লিষ্ট কর্মকর্তারা বলেন, সবার সহযোগিতা নিয়ে কাজটি এগিয়ে নেওয়া হচ্ছে এবং নির্ধারিত সময়ের মধ্যেই তা শেষ করা সম্ভব হবে বলে আশা করা হচ্ছে।: [172, 48, 307, 102]
continued-label: (শেষ পাতার পর): [69, 68, 103, 74]
article-body: সরকারের সংশ্লিষ্ট দপ্তর সূত্রে জানা গেছে, বিষয়টি নিয়ে ইতোমধ্যে একাধিক বৈঠক অনুষ্ঠিত হয়েছে এবং প্রয়োজনীয় সিদ্ধান্ত গ্রহণের প্রক্রিয়া চলছে। স্থানীয় বাসিন্দারা জানান, দীর্ঘদিন ধরে এ সমস্যা সমাধানের দাবি জানিয়ে আসছেন তারা। কর্তৃপক্ষ বলছে, দ্রুততম সময়ের মধ্যে কার্যকর ব্যবস্থা নেওয়া হবে। এ বিষয়ে সংশ্লিষ্ট কর্মকর্তারা বলেন, সবার সহযোগিতা নিয়ে কাজটি এগিয়ে নেওয়া হচ্ছে এবং নির্ধারিত সময়ের মধ্যেই তা শেষ করা সম্ভব হবে বলে আশা করা হচ্ছে।: [456, 225, 694, 260]
article-body: সরকারের সংশ্লিষ্ট দপ্তর সূত্রে জানা গেছে, বিষয়টি নিয়ে ইতোমধ্যে একাধিক বৈঠক অনুষ্ঠিত হয়েছে এবং প্রয়োজনীয় সিদ্ধান্ত গ্রহণের প্রক্রিয়া চলছে। স্থানীয় বাসিন্দারা জানান, দীর্ঘদিন ধরে এ সমস্যা সমাধানের দাবি জানিয়ে আসছেন তারা। কর্তৃপক্ষ বলছে, দ্রুততম সময়ের মধ্যে কার্যকর ব্যবস্থা নেওয়া হবে। এ বিষয়ে সংশ্লিষ্ট কর্মকর্তারা বলেন, সবার সহযোগিতা নিয়ে কাজটি এগিয়ে নেওয়া হচ্ছে এবং নির্ধারিত সময়ের মধ্যেই তা শেষ করা সম্ভব হবে বলে আশা করা হচ্ছে।: [6, 861, 166, 908]
article-body: সরকারের সংশ্লিষ্ট দপ্তর সূত্রে জানা গেছে, বিষয়টি নিয়ে ইতোমধ্যে একাধিক বৈঠক অনুষ্ঠিত হয়েছে এবং প্রয়োজনীয় সিদ্ধান্ত গ্রহণের প্রক্রিয়া চলছে। স্থানীয় বাসিন্দারা জানান, দীর্ঘদিন ধরে এ সমস্যা সমাধানের দাবি জানিয়ে আসছেন তারা। কর্তৃপক্ষ বলছে, দ্রুততম সময়ের মধ্যে কার্যকর ব্যবস্থা নেওয়া হবে। এ বিষয়ে সংশ্লিষ্ট কর্মকর্তারা বলেন, সবার সহযোগিতা নিয়ে কাজটি এগিয়ে নেওয়া হচ্ছে এবং নির্ধারিত সময়ের মধ্যেই তা শেষ করা সম্ভব হবে বলে আশা করা হচ্ছে।: [312, 482, 452, 536]
article-body: সরকারের সংশ্লিষ্ট দপ্তর সূত্রে জানা গেছে, বিষয়টি নিয়ে ইতোমধ্যে একাধিক বৈঠক অনুষ্ঠিত হয়েছে এবং প্রয়োজনীয় সিদ্ধান্ত গ্রহণের প্রক্রিয়া চলছে। স্থানীয় বাসিন্দারা জানান, দীর্ঘদিন ধরে এ সমস্যা সমাধানের দাবি জানিয়ে আসছেন তারা। কর্তৃপক্ষ বলছে, দ্রুততম সময়ের মধ্যে কার্যকর ব্যবস্থা নেওয়া হবে। এ বিষয়ে সংশ্লিষ্ট কর্মকর্তারা বলেন, সবার সহযোগিতা নিয়ে কাজটি এগিয়ে নেওয়া হচ্ছে এবং নির্ধারিত সময়ের মধ্যেই তা শেষ করা সম্ভব হবে বলে আশা করা হচ্ছে।: [456, 259, 694, 294]
column-3: [312, 48, 452, 1052]
column-4: [456, 48, 694, 1048]
article: [312, 52, 452, 241]
article-body: সরকারের সংশ্লিষ্ট দপ্তর সূত্রে জানা গেছে, বিষয়টি নিয়ে ইতোমধ্যে একাধিক বৈঠক অনুষ্ঠিত হয়েছে এবং প্রয়োজনীয় সিদ্ধান্ত গ্রহণের প্রক্রিয়া চলছে। স্থানীয় বাসিন্দারা জানান, দীর্ঘদিন ধরে এ সমস্যা সমাধানের দাবি জানিয়ে আসছেন তারা। কর্তৃপক্ষ বলছে, দ্রুততম সময়ের মধ্যে কার্যকর ব্যবস্থা নেওয়া হবে। এ বিষয়ে সংশ্লিষ্ট কর্মকর্তারা বলেন, সবার সহযোগিতা নিয়ে কাজটি এগিয়ে নেওয়া হচ্ছে এবং নির্ধারিত সময়ের মধ্যেই তা শেষ করা সম্ভব হবে বলে আশা করা হচ্ছে।: [312, 280, 452, 334]
article-body: সরকারের সংশ্লিষ্ট দপ্তর সূত্রে জানা গেছে, বিষয়টি নিয়ে ইতোমধ্যে একাধিক বৈঠক অনুষ্ঠিত হয়েছে এবং প্রয়োজনীয় সিদ্ধান্ত গ্রহণের প্রক্রিয়া চলছে। স্থানীয় বাসিন্দারা জানান, দীর্ঘদিন ধরে এ সমস্যা সমাধানের দাবি জানিয়ে আসছেন তারা। কর্তৃপক্ষ বলছে, দ্রুততম সময়ের মধ্যে কার্যকর ব্যবস্থা নেওয়া হবে। এ বিষয়ে সংশ্লিষ্ট কর্মকর্তারা বলেন, সবার সহযোগিতা নিয়ে কাজটি এগিয়ে নেওয়া হচ্ছে এবং নির্ধারিত সময়ের মধ্যেই তা শেষ করা সম্ভব হবে বলে আশা করা হচ্ছে।: [312, 780, 452, 835]
divider: [6, 551, 166, 554]
article-body: সরকারের সংশ্লিষ্ট দপ্তর সূত্রে জানা গেছে, বিষয়টি নিয়ে ইতোমধ্যে একাধিক বৈঠক অনুষ্ঠিত হয়েছে এবং প্রয়োজনীয় সিদ্ধান্ত গ্রহণের প্রক্রিয়া চলছে। স্থানীয় বাসিন্দারা জানান, দীর্ঘদিন ধরে এ সমস্যা সমাধানের দাবি জানিয়ে আসছেন তারা। কর্তৃপক্ষ বলছে, দ্রুততম সময়ের মধ্যে কার্যকর ব্যবস্থা নেওয়া হবে। এ বিষয়ে সংশ্লিষ্ট কর্মকর্তারা বলেন, সবার সহযোগিতা নিয়ে কাজটি এগিয়ে নেওয়া হচ্ছে এবং নির্ধারিত সময়ের মধ্যেই তা শেষ করা সম্ভব হবে বলে আশা করা হচ্ছে।: [6, 402, 166, 450]
continued-label: (শেষ পাতার পর): [558, 356, 592, 363]
divider: [6, 322, 166, 325]
headline: রবীন্দ্র বিশ্ববিদ্যালয়ের স্থায়ী: [18, 739, 154, 755]
article-body: সরকারের সংশ্লিষ্ট দপ্তর সূত্রে জানা গেছে, বিষয়টি নিয়ে ইতোমধ্যে একাধিক বৈঠক অনুষ্ঠিত হয়েছে এবং প্রয়োজনীয় সিদ্ধান্ত গ্রহণের প্রক্রিয়া চলছে। স্থানীয় বাসিন্দারা জানান, দীর্ঘদিন ধরে এ সমস্যা সমাধানের দাবি জানিয়ে আসছেন তারা। কর্তৃপক্ষ বলছে, দ্রুততম সময়ের মধ্যে কার্যকর ব্যবস্থা নেওয়া হবে। এ বিষয়ে সংশ্লিষ্ট কর্মকর্তারা বলেন, সবার সহযোগিতা নিয়ে কাজটি এগিয়ে নেওয়া হচ্ছে এবং নির্ধারিত সময়ের মধ্যেই তা শেষ করা সম্ভব হবে বলে আশা করা হচ্ছে।: [6, 173, 166, 220]
article-body: সরকারের সংশ্লিষ্ট দপ্তর সূত্রে জানা গেছে, বিষয়টি নিয়ে ইতোমধ্যে একাধিক বৈঠক অনুষ্ঠিত হয়েছে এবং প্রয়োজনীয় সিদ্ধান্ত গ্রহণের প্রক্রিয়া চলছে। স্থানীয় বাসিন্দারা জানান, দীর্ঘদিন ধরে এ সমস্যা সমাধানের দাবি জানিয়ে আসছেন তারা। কর্তৃপক্ষ বলছে, দ্রুততম সময়ের মধ্যে কার্যকর ব্যবস্থা নেওয়া হবে। এ বিষয়ে সংশ্লিষ্ট কর্মকর্তারা বলেন, সবার সহযোগিতা নিয়ে কাজটি এগিয়ে নেওয়া হচ্ছে এবং নির্ধারিত সময়ের মধ্যেই তা শেষ করা সম্ভব হবে বলে আশা করা হচ্ছে।: [6, 813, 166, 861]
article-body: সরকারের সংশ্লিষ্ট দপ্তর সূত্রে জানা গেছে, বিষয়টি নিয়ে ইতোমধ্যে একাধিক বৈঠক অনুষ্ঠিত হয়েছে এবং প্রয়োজনীয় সিদ্ধান্ত গ্রহণের প্রক্রিয়া চলছে। স্থানীয় বাসিন্দারা জানান, দীর্ঘদিন ধরে এ সমস্যা সমাধানের দাবি জানিয়ে আসছেন তারা। কর্তৃপক্ষ বলছে, দ্রুততম সময়ের মধ্যে কার্যকর ব্যবস্থা নেওয়া হবে। এ বিষয়ে সংশ্লিষ্ট কর্মকর্তারা বলেন, সবার সহযোগিতা নিয়ে কাজটি এগিয়ে নেওয়া হচ্ছে এবং নির্ধারিত সময়ের মধ্যেই তা শেষ করা সম্ভব হবে বলে আশা করা হচ্ছে।: [312, 997, 452, 1052]
article-body: সরকারের সংশ্লিষ্ট দপ্তর সূত্রে জানা গেছে, বিষয়টি নিয়ে ইতোমধ্যে একাধিক বৈঠক অনুষ্ঠিত হয়েছে এবং প্রয়োজনীয় সিদ্ধান্ত গ্রহণের প্রক্রিয়া চলছে। স্থানীয় বাসিন্দারা জানান, দীর্ঘদিন ধরে এ সমস্যা সমাধানের দাবি জানিয়ে আসছেন তারা। কর্তৃপক্ষ বলছে, দ্রুততম সময়ের মধ্যে কার্যকর ব্যবস্থা নেওয়া হবে। এ বিষয়ে সংশ্লিষ্ট কর্মকর্তারা বলেন, সবার সহযোগিতা নিয়ে কাজটি এগিয়ে নেওয়া হচ্ছে এবং নির্ধারিত সময়ের মধ্যেই তা শেষ করা সম্ভব হবে বলে আশা করা হচ্ছে।: [172, 156, 307, 211]
day-label: মঙ্গলবার: [36, 9, 63, 18]
article: [456, 48, 694, 116]
date-box: [36, 8, 84, 30]
article: [172, 550, 307, 794]
continued-label: (শেষ পাতার পর): [558, 683, 592, 690]
divider: [6, 733, 166, 736]
article-body: সরকারের সংশ্লিষ্ট দপ্তর সূত্রে জানা গেছে, বিষয়টি নিয়ে ইতোমধ্যে একাধিক বৈঠক অনুষ্ঠিত হয়েছে এবং প্রয়োজনীয় সিদ্ধান্ত গ্রহণের প্রক্রিয়া চলছে। স্থানীয় বাসিন্দারা জানান, দীর্ঘদিন ধরে এ সমস্যা সমাধানের দাবি জানিয়ে আসছেন তারা। কর্তৃপক্ষ বলছে, দ্রুততম সময়ের মধ্যে কার্যকর ব্যবস্থা নেওয়া হবে। এ বিষয়ে সংশ্লিষ্ট কর্মকর্তারা বলেন, সবার সহযোগিতা নিয়ে কাজটি এগিয়ে নেওয়া হচ্ছে এবং নির্ধারিত সময়ের মধ্যেই তা শেষ করা সম্ভব হবে বলে আশা করা হচ্ছে।: [6, 125, 166, 173]
article-body: সরকারের সংশ্লিষ্ট দপ্তর সূত্রে জানা গেছে, বিষয়টি নিয়ে ইতোমধ্যে একাধিক বৈঠক অনুষ্ঠিত হয়েছে এবং প্রয়োজনীয় সিদ্ধান্ত গ্রহণের প্রক্রিয়া চলছে। স্থানীয় বাসিন্দারা জানান, দীর্ঘদিন ধরে এ সমস্যা সমাধানের দাবি জানিয়ে আসছেন তারা। কর্তৃপক্ষ বলছে, দ্রুততম সময়ের মধ্যে কার্যকর ব্যবস্থা নেওয়া হবে। এ বিষয়ে সংশ্লিষ্ট কর্মকর্তারা বলেন, সবার সহযোগিতা নিয়ে কাজটি এগিয়ে নেওয়া হচ্ছে এবং নির্ধারিত সময়ের মধ্যেই তা শেষ করা সম্ভব হবে বলে আশা করা হচ্ছে।: [312, 78, 452, 132]
article-body: সরকারের সংশ্লিষ্ট দপ্তর সূত্রে জানা গেছে, বিষয়টি নিয়ে ইতোমধ্যে একাধিক বৈঠক অনুষ্ঠিত হয়েছে এবং প্রয়োজনীয় সিদ্ধান্ত গ্রহণের প্রক্রিয়া চলছে। স্থানীয় বাসিন্দারা জানান, দীর্ঘদিন ধরে এ সমস্যা সমাধানের দাবি জানিয়ে আসছেন তারা। কর্তৃপক্ষ বলছে, দ্রুততম সময়ের মধ্যে কার্যকর ব্যবস্থা নেওয়া হবে। এ বিষয়ে সংশ্লিষ্ট কর্মকর্তারা বলেন, সবার সহযোগিতা নিয়ে কাজটি এগিয়ে নেওয়া হচ্ছে এবং নির্ধারিত সময়ের মধ্যেই তা শেষ করা সম্ভব হবে বলে আশা করা হচ্ছে।: [172, 832, 307, 887]
column-divider: [168, 48, 169, 1043]
headline: দেশে নবজাতকের মৃত্যুহার: [497, 128, 653, 147]
article-body: সরকারের সংশ্লিষ্ট দপ্তর সূত্রে জানা গেছে, বিষয়টি নিয়ে ইতোমধ্যে একাধিক বৈঠক অনুষ্ঠিত হয়েছে এবং প্রয়োজনীয় সিদ্ধান্ত গ্রহণের প্রক্রিয়া চলছে। স্থানীয় বাসিন্দারা জানান, দীর্ঘদিন ধরে এ সমস্যা সমাধানের দাবি জানিয়ে আসছেন তারা। কর্তৃপক্ষ বলছে, দ্রুততম সময়ের মধ্যে কার্যকর ব্যবস্থা নেওয়া হবে। এ বিষয়ে সংশ্লিষ্ট কর্মকর্তারা বলেন, সবার সহযোগিতা নিয়ে কাজটি এগিয়ে নেওয়া হচ্ছে এবং নির্ধারিত সময়ের মধ্যেই তা শেষ করা সম্ভব হবে বলে আশা করা হচ্ছে।: [456, 81, 694, 116]
article-body: সরকারের সংশ্লিষ্ট দপ্তর সূত্রে জানা গেছে, বিষয়টি নিয়ে ইতোমধ্যে একাধিক বৈঠক অনুষ্ঠিত হয়েছে এবং প্রয়োজনীয় সিদ্ধান্ত গ্রহণের প্রক্রিয়া চলছে। স্থানীয় বাসিন্দারা জানান, দীর্ঘদিন ধরে এ সমস্যা সমাধানের দাবি জানিয়ে আসছেন তারা। কর্তৃপক্ষ বলছে, দ্রুততম সময়ের মধ্যে কার্যকর ব্যবস্থা নেওয়া হবে। এ বিষয়ে সংশ্লিষ্ট কর্মকর্তারা বলেন, সবার সহযোগিতা নিয়ে কাজটি এগিয়ে নেওয়া হচ্ছে এবং নির্ধারিত সময়ের মধ্যেই তা শেষ করা সম্ভব হবে বলে আশা করা হচ্ছে।: [172, 482, 307, 537]
article-body: সরকারের সংশ্লিষ্ট দপ্তর সূত্রে জানা গেছে, বিষয়টি নিয়ে ইতোমধ্যে একাধিক বৈঠক অনুষ্ঠিত হয়েছে এবং প্রয়োজনীয় সিদ্ধান্ত গ্রহণের প্রক্রিয়া চলছে। স্থানীয় বাসিন্দারা জানান, দীর্ঘদিন ধরে এ সমস্যা সমাধানের দাবি জানিয়ে আসছেন তারা। কর্তৃপক্ষ বলছে, দ্রুততম সময়ের মধ্যে কার্যকর ব্যবস্থা নেওয়া হবে। এ বিষয়ে সংশ্লিষ্ট কর্মকর্তারা বলেন, সবার সহযোগিতা নিয়ে কাজটি এগিয়ে নেওয়া হচ্ছে এবং নির্ধারিত সময়ের মধ্যেই তা শেষ করা সম্ভব হবে বলে আশা করা হচ্ছে।: [456, 434, 694, 469]
headline: জাফলংয়ে দুই উপদেষ্টার: [319, 254, 445, 270]
continued-label: (শেষ পাতার পর): [365, 417, 399, 424]
continued-label: (শেষ পাতার পর): [365, 68, 399, 74]
article-body: সরকারের সংশ্লিষ্ট দপ্তর সূত্রে জানা গেছে, বিষয়টি নিয়ে ইতোমধ্যে একাধিক বৈঠক অনুষ্ঠিত হয়েছে এবং প্রয়োজনীয় সিদ্ধান্ত গ্রহণের প্রক্রিয়া চলছে। স্থানীয় বাসিন্দারা জানান, দীর্ঘদিন ধরে এ সমস্যা সমাধানের দাবি জানিয়ে আসছেন তারা। কর্তৃপক্ষ বলছে, দ্রুততম সময়ের মধ্যে কার্যকর ব্যবস্থা নেওয়া হবে। এ বিষয়ে সংশ্লিষ্ট কর্মকর্তারা বলেন, সবার সহযোগিতা নিয়ে কাজটি এগিয়ে নেওয়া হচ্ছে এবং নির্ধারিত সময়ের মধ্যেই তা শেষ করা সম্ভব হবে বলে আশা করা হচ্ছে।: [312, 726, 452, 780]
headline: চাকরিতে না ফেরালে রাজপথ: [186, 224, 293, 255]
article-body: সরকারের সংশ্লিষ্ট দপ্তর সূত্রে জানা গেছে, বিষয়টি নিয়ে ইতোমধ্যে একাধিক বৈঠক অনুষ্ঠিত হয়েছে এবং প্রয়োজনীয় সিদ্ধান্ত গ্রহণের প্রক্রিয়া চলছে। স্থানীয় বাসিন্দারা জানান, দীর্ঘদিন ধরে এ সমস্যা সমাধানের দাবি জানিয়ে আসছেন তারা। কর্তৃপক্ষ বলছে, দ্রুততম সময়ের মধ্যে কার্যকর ব্যবস্থা নেওয়া হবে। এ বিষয়ে সংশ্লিষ্ট কর্মকর্তারা বলেন, সবার সহযোগিতা নিয়ে কাজটি এগিয়ে নেওয়া হচ্ছে এবং নির্ধারিত সময়ের মধ্যেই তা শেষ করা সম্ভব হবে বলে আশা করা হচ্ছে।: [312, 943, 452, 998]
